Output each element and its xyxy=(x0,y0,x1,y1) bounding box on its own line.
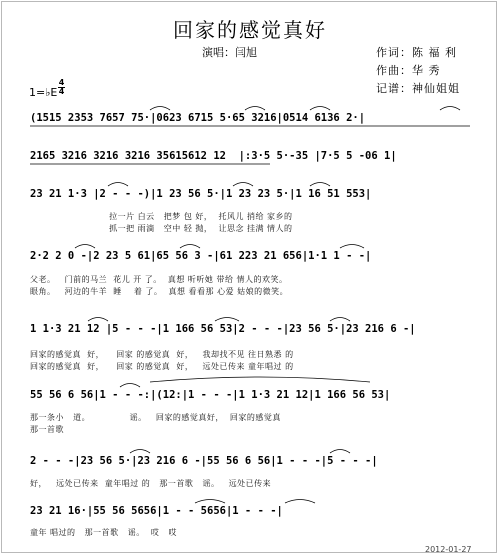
time-signature-top: 4 xyxy=(58,78,65,87)
lyric-line-5b: 回家的感觉真 好， 回家 的感觉真 好， 远处已传来 童年唱过 的 xyxy=(30,362,294,371)
singer-credit: 演唱：闫旭 xyxy=(202,46,257,59)
score-line-5: 1 1·3 21 12 |5 - - -|1 166 56 53|2 - - -|23 56 5·|23 216 6 -| xyxy=(30,323,416,335)
composer-credit: 作曲：华 秀 xyxy=(376,64,441,77)
lyric-line-7a: 好， 远处已传来 童年唱过 的 那一首歌 谣。 远处已传来 xyxy=(30,479,272,488)
score-line-7: 2 - - -|23 56 5·|23 216 6 -|55 56 6 56|1 - - -|5 - - -| xyxy=(30,455,378,467)
lyric-line-5a: 回家的感觉真 好， 回家 的感觉真 好， 我却找不见 往日熟悉 的 xyxy=(30,350,294,359)
transcriber-credit: 记谱：神仙姐姐 xyxy=(376,82,460,95)
score-line-4: 2·2 2 0 -|2 23 5 61|65 56 3 -|61 223 21 656|1·1 1 - -| xyxy=(30,250,372,262)
date-stamp: 2012-01-27 xyxy=(425,545,472,554)
lyric-line-3a: 拉一片 白云 把梦 包 好， 托风儿 捎给 家乡的 xyxy=(30,212,293,221)
score-line-1: (1515 2353 7657 75·|0623 6715 5·65 3216|0514 6136 2·| xyxy=(30,112,366,124)
lyric-line-3b: 抓一把 雨滴 空中 轻 抛， 让思念 挂满 情人的 xyxy=(30,224,293,233)
song-title: 回家的感觉真好 xyxy=(173,18,327,42)
time-signature-bottom: 4 xyxy=(58,87,65,96)
lyricist-credit: 作词：陈 福 利 xyxy=(376,46,457,59)
lyric-line-8a: 童年 唱过的 那一首歌 谣。 哎 哎 xyxy=(30,528,178,537)
score-line-6: 55 56 6 56|1 - - -:|(12:|1 - - -|1 1·3 21 12|1 166 56 53| xyxy=(30,389,391,401)
lyric-line-6b: 那一首歌 xyxy=(30,425,64,434)
lyric-line-4a: 父老。 门前的马兰 花儿 开 了。 真想 听听她 带给 情人的欢笑。 xyxy=(30,275,288,284)
key-signature: 1=♭E xyxy=(29,86,58,99)
time-signature xyxy=(58,79,65,96)
lyric-line-4b: 眼角。 河边的牛羊 睡 着 了。 真想 看看那 心爱 姑娘的微笑。 xyxy=(30,287,289,296)
score-line-3: 23 21 1·3 |2 - - -)|1 23 56 5·|1 23 23 5·|1 16 51 553| xyxy=(30,188,372,200)
score-line-2: 2165 3216 3216 3216 35615612 12 |:3·5 5·-35 |7·5 5 -06 1| xyxy=(30,150,397,162)
lyric-line-6a: 那一条小 道。 谣。 回家的感觉真好， 回家的感觉真 xyxy=(30,413,281,422)
score-line-8: 23 21 16·|55 56 5656|1 - - 5656|1 - - -| xyxy=(30,505,283,517)
